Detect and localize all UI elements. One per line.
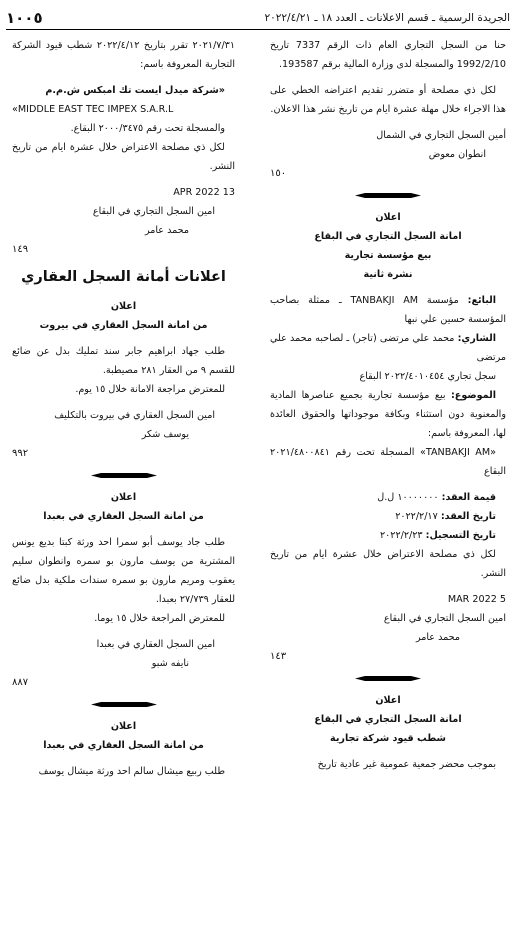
topic-paragraph xyxy=(270,386,506,443)
notice-number: ١٤٩ xyxy=(12,244,29,255)
ad-authority: من امانة السجل العقاري في بعبدا xyxy=(43,740,204,751)
section-title: اعلانات أمانة السجل العقاري xyxy=(21,269,226,285)
buyer-paragraph xyxy=(270,329,506,367)
contract-value-text: ١٠٠٠٠٠٠٠ ل.ل xyxy=(377,492,439,503)
ad-text: طلب جهاد ابراهيم جابر سند تمليك بدل عن ضائع للقسم ٩ من العقار ٢٨١ مصيطبة. xyxy=(12,346,235,376)
ad-subject: بيع مؤسسة تجارية xyxy=(344,250,432,261)
stamp-date: 5 MAR 2022 xyxy=(447,594,506,605)
contract-value-label: قيمة العقد: xyxy=(441,492,496,503)
ad-heading: اعلان xyxy=(375,212,401,223)
firm-name-english: «MIDDLE EAST TEC IMPEX S.A.R.L xyxy=(12,104,174,115)
topic-label: الموضوع: xyxy=(450,390,496,401)
ad-authority: من امانة السجل العقاري في بعبدا xyxy=(43,511,204,522)
registration-date-text: ٢٠٢٢/٢/٢٣ xyxy=(380,530,423,541)
firm-registration: والمسجلة تحت رقم ٢٠٠٠/٣٤٧٥ البقاع. xyxy=(70,123,225,134)
registration-date xyxy=(270,526,506,545)
objection-text: لكل ذي مصلحة أو متضرر تقديم اعتراضه الخطي على هذا الاجراء خلال مهلة عشرة ايام من تاريخ نشر هذا الاعلان. xyxy=(270,85,506,115)
ad-text: بموجب محضر جمعية عمومية غير عادية تاريخ xyxy=(317,759,496,770)
buyer-text: محمد علي مرتضى (تاجر) ـ لصاحبه محمد علي مرتضى xyxy=(270,333,506,363)
registrar-title: امين السجل العقاري في بعبدا xyxy=(96,639,215,650)
page-number: ١٠٠٥ xyxy=(6,9,43,27)
notice-number: ٨٨٧ xyxy=(12,677,29,688)
header-title: الجريدة الرسمية ـ قسم الاعلانات ـ العدد ١٨ ـ ٢٠٢٢/٤/٢١ xyxy=(264,12,510,24)
separator-ornament xyxy=(12,700,235,709)
left-column xyxy=(12,36,235,781)
notice-lead-text: ٢٠٢١/٧/٣١ تقرر بتاريخ ٢٠٢٢/٤/١٢ شطب قيود الشركة التجارية المعروفة باسم: xyxy=(12,40,235,70)
objection-text: للمعترض المراجعة خلال ١٥ يوما. xyxy=(94,613,225,624)
contract-date-label: تاريخ العقد: xyxy=(440,511,496,522)
notice-lead-text: حنا من السجل التجاري العام ذات الرقم 7337 تاريخ 1992/2/10 والمسجلة لدى وزارة المالية برقم 193587. xyxy=(270,40,507,70)
firm-registration: «TANBAKJI AM» المسجلة تحت رقم ٢٠٢١/٤٨٠٠٨٤١ البقاع xyxy=(270,447,506,477)
ad-text: طلب جاد يوسف أبو سمرا احد ورثة كبتا بديع يونس المشترية من يوسف مارون بو سمره وانطوان سليم يعقوب ومريم مارون بو سمره سندات ملكية بدل ضائع للعقار ٢٧/٧٣٩ بعبدا. xyxy=(12,537,235,605)
separator-ornament xyxy=(270,674,506,683)
notice-number: ١٥٠ xyxy=(270,168,287,179)
registrar-name: انطوان معوض xyxy=(428,149,486,160)
objection-text: لكل ذي مصلحة الاعتراض خلال عشرة ايام من تاريخ النشر. xyxy=(270,549,506,579)
buyer-label: الشاري: xyxy=(457,333,496,344)
contract-date-text: ٢٠٢٢/٢/١٧ xyxy=(395,511,438,522)
ad-heading: اعلان xyxy=(110,492,137,503)
firm-name-arabic: «شركة ميدل ايست تك امبكس ش.م.م xyxy=(45,85,225,96)
ad-authority: امانة السجل التجاري في البقاع xyxy=(314,714,462,725)
page-header xyxy=(6,7,510,30)
right-column xyxy=(270,36,506,774)
contract-value xyxy=(270,488,506,507)
objection-text: للمعترض مراجعة الامانة خلال ١٥ يوم. xyxy=(75,384,225,395)
ad-text: طلب ربيع ميشال سالم احد ورثة ميشال يوسف xyxy=(38,766,225,777)
topic-text: بيع مؤسسة تجارية بجميع عناصرها المادية والمعنوية دون استثناء وبكافة موجوداتها والحقوق العائدة لها، المعروفة باسم: xyxy=(270,390,506,439)
registrar-title: امين السجل العقاري في بيروت بالتكليف xyxy=(54,410,215,421)
objection-text: لكل ذي مصلحة الاعتراض خلال عشرة ايام من تاريخ النشر. xyxy=(12,142,235,172)
seller-paragraph xyxy=(270,291,506,329)
ad-heading: اعلان xyxy=(110,721,137,732)
notice-number: ١٤٣ xyxy=(270,651,287,662)
registrar-title: امين السجل التجاري في البقاع xyxy=(92,206,215,217)
separator-ornament xyxy=(270,191,506,200)
registration-date-label: تاريخ التسجيل: xyxy=(425,530,496,541)
registrar-name: يوسف شكر xyxy=(141,429,189,440)
ad-heading: اعلان xyxy=(110,301,137,312)
registrar-name: نايفه شبو xyxy=(151,658,189,669)
contract-date xyxy=(270,507,506,526)
seller-label: البائع: xyxy=(467,295,497,306)
registrar-name: محمد عامر xyxy=(415,632,460,643)
registrar-title: أمين السجل التجاري في الشمال xyxy=(376,130,506,141)
ad-authority: من امانة السجل العقاري في بيروت xyxy=(39,320,208,331)
ad-edition: نشرة ثانية xyxy=(363,269,413,280)
ad-authority: امانة السجل التجاري في البقاع xyxy=(314,231,462,242)
registrar-title: امين السجل التجاري في البقاع xyxy=(383,613,506,624)
registrar-name: محمد عامر xyxy=(144,225,189,236)
ad-heading: اعلان xyxy=(375,695,401,706)
commercial-register-line: سجل تجاري ٢٠٢٢/٤٠١٠٤٥٤ البقاع xyxy=(359,371,496,382)
ad-subject: شطب قيود شركة تجارية xyxy=(330,733,446,744)
notice-number: ٩٩٢ xyxy=(12,448,29,459)
seller-text: مؤسسة TANBAKJI AM ـ ممثلة بصاحب المؤسسة حسين علي نبها xyxy=(270,295,506,325)
separator-ornament xyxy=(12,471,235,480)
stamp-date: 13 APR 2022 xyxy=(173,187,235,198)
